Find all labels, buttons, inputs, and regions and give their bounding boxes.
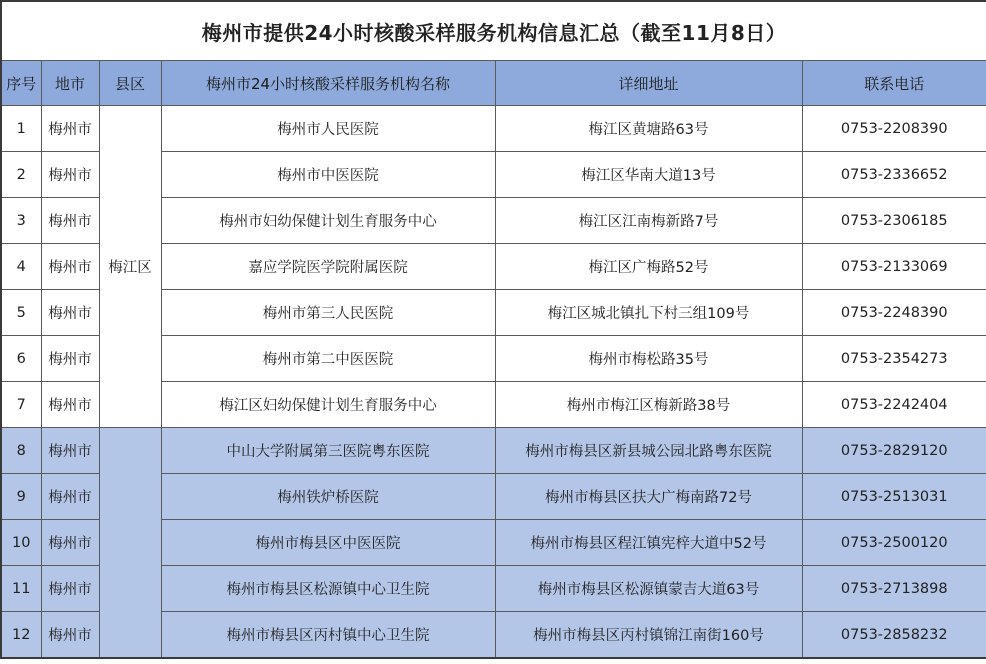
- city-cell: 梅州市: [41, 198, 99, 244]
- city-cell: 梅州市: [41, 520, 99, 566]
- address-cell: 梅江区华南大道13号: [495, 152, 802, 198]
- city-cell: 梅州市: [41, 382, 99, 428]
- institution-name: 梅州市妇幼保健计划生育服务中心: [161, 198, 495, 244]
- row-number: 11: [1, 566, 41, 612]
- address-cell: 梅州市梅县区程江镇宪梓大道中52号: [495, 520, 802, 566]
- address-cell: 梅州市梅县区扶大广梅南路72号: [495, 474, 802, 520]
- header-phone: 联系电话: [802, 61, 986, 106]
- header-name: 梅州市24小时核酸采样服务机构名称: [161, 61, 495, 106]
- address-cell: 梅州市梅县区新县城公园北路粤东医院: [495, 428, 802, 474]
- city-cell: 梅州市: [41, 290, 99, 336]
- phone-cell: 0753-2513031: [802, 474, 986, 520]
- table-row: [1, 428, 986, 474]
- institution-name: 梅州市中医医院: [161, 152, 495, 198]
- phone-cell: 0753-2829120: [802, 428, 986, 474]
- phone-cell: 0753-2500120: [802, 520, 986, 566]
- title-row: [1, 1, 986, 61]
- institution-name: 嘉应学院医学院附属医院: [161, 244, 495, 290]
- city-cell: 梅州市: [41, 428, 99, 474]
- city-cell: 梅州市: [41, 474, 99, 520]
- header-address: 详细地址: [495, 61, 802, 106]
- header-city: 地市: [41, 61, 99, 106]
- district-cell: [99, 428, 161, 659]
- table-title: 梅州市提供24小时核酸采样服务机构信息汇总（截至11月8日）: [1, 1, 986, 61]
- institution-name: 梅州市第三人民医院: [161, 290, 495, 336]
- row-number: 1: [1, 106, 41, 152]
- city-cell: 梅州市: [41, 612, 99, 659]
- institution-name: 梅州市梅县区丙村镇中心卫生院: [161, 612, 495, 659]
- row-number: 9: [1, 474, 41, 520]
- phone-cell: 0753-2354273: [802, 336, 986, 382]
- phone-cell: 0753-2248390: [802, 290, 986, 336]
- address-cell: 梅江区城北镇扎下村三组109号: [495, 290, 802, 336]
- header-district: 县区: [99, 61, 161, 106]
- institution-name: 梅江区妇幼保健计划生育服务中心: [161, 382, 495, 428]
- row-number: 10: [1, 520, 41, 566]
- row-number: 6: [1, 336, 41, 382]
- phone-cell: 0753-2306185: [802, 198, 986, 244]
- phone-cell: 0753-2208390: [802, 106, 986, 152]
- city-cell: 梅州市: [41, 106, 99, 152]
- address-cell: 梅州市梅江区梅新路38号: [495, 382, 802, 428]
- table-row: [1, 106, 986, 152]
- institution-name: 梅州市人民医院: [161, 106, 495, 152]
- institution-name: 梅州市第二中医医院: [161, 336, 495, 382]
- row-number: 3: [1, 198, 41, 244]
- address-cell: 梅江区广梅路52号: [495, 244, 802, 290]
- institution-name: 中山大学附属第三医院粤东医院: [161, 428, 495, 474]
- row-number: 12: [1, 612, 41, 659]
- institution-name: 梅州市梅县区松源镇中心卫生院: [161, 566, 495, 612]
- row-number: 2: [1, 152, 41, 198]
- address-cell: 梅州市梅松路35号: [495, 336, 802, 382]
- phone-cell: 0753-2133069: [802, 244, 986, 290]
- district-cell: 梅江区: [99, 106, 161, 428]
- institution-name: 梅州市梅县区中医医院: [161, 520, 495, 566]
- city-cell: 梅州市: [41, 244, 99, 290]
- phone-cell: 0753-2713898: [802, 566, 986, 612]
- row-number: 4: [1, 244, 41, 290]
- institution-name: 梅州铁炉桥医院: [161, 474, 495, 520]
- city-cell: 梅州市: [41, 336, 99, 382]
- row-number: 7: [1, 382, 41, 428]
- phone-cell: 0753-2242404: [802, 382, 986, 428]
- header-no: 序号: [1, 61, 41, 106]
- address-cell: 梅江区黄塘路63号: [495, 106, 802, 152]
- row-number: 8: [1, 428, 41, 474]
- phone-cell: 0753-2858232: [802, 612, 986, 659]
- address-cell: 梅州市梅县区丙村镇锦江南街160号: [495, 612, 802, 659]
- city-cell: 梅州市: [41, 152, 99, 198]
- row-number: 5: [1, 290, 41, 336]
- header-row: [1, 61, 986, 106]
- phone-cell: 0753-2336652: [802, 152, 986, 198]
- city-cell: 梅州市: [41, 566, 99, 612]
- address-cell: 梅州市梅县区松源镇蒙吉大道63号: [495, 566, 802, 612]
- address-cell: 梅江区江南梅新路7号: [495, 198, 802, 244]
